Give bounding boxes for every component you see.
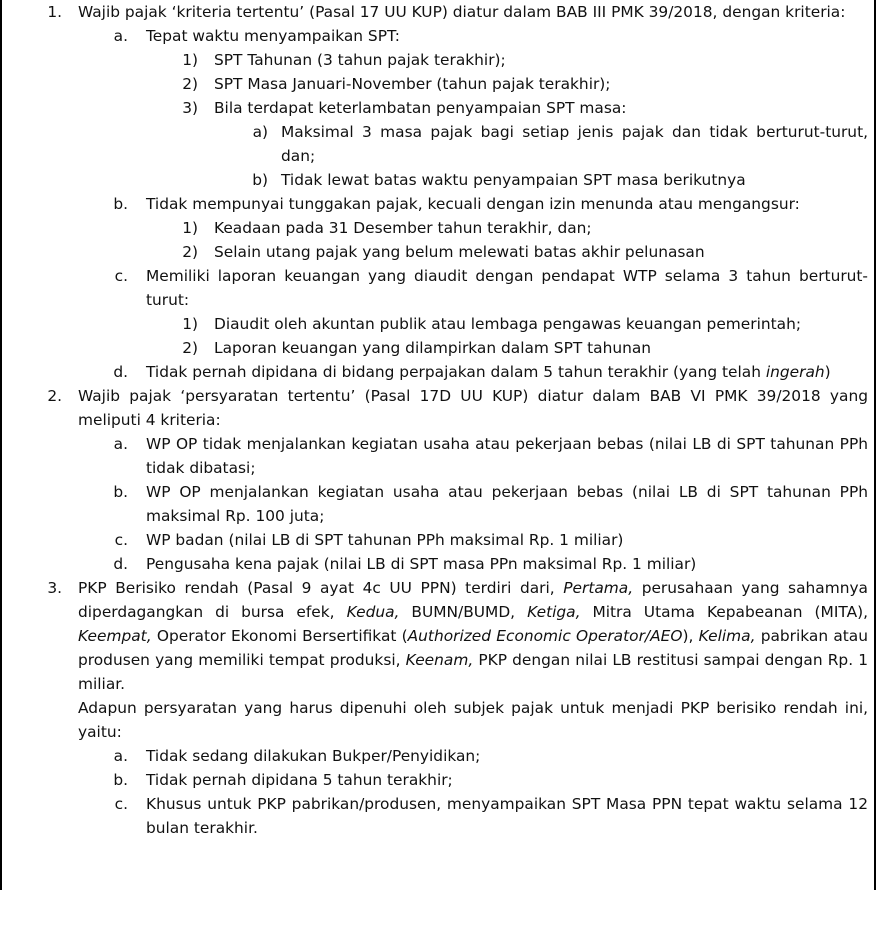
list-text: Maksimal 3 masa pajak bagi setiap jenis pajak dan tidak berturut-turut, dan; [281,123,868,165]
list-item-2b [0,480,880,528]
list-item-1a3 [0,96,880,120]
list-text: WP badan (nilai LB di SPT tahunan PPh maksimal Rp. 1 miliar) [146,531,624,549]
list-text: Tepat waktu menyampaikan SPT: [146,27,400,45]
list-item-3a [0,744,880,768]
list-item-2d [0,552,880,576]
list-number: 2) [182,339,198,357]
list-number: 1) [182,315,198,333]
list-text: Wajib pajak ‘persyaratan tertentu’ (Pasal 17D UU KUP) diatur dalam BAB VI PMK 39/2018 yang meliputi 4 kriteria: [78,387,868,429]
list-item-1b1 [0,216,880,240]
list-item-3 [0,576,880,696]
list-item-1b2 [0,240,880,264]
italic-term: Authorized Economic Operator/AEO [407,627,683,645]
list-item-1d [0,360,880,384]
list-letter: a. [113,747,128,765]
list-item-2a [0,432,880,480]
list-text: WP OP tidak menjalankan kegiatan usaha atau pekerjaan bebas (nilai LB di SPT tahunan PPh tidak dibatasi; [146,435,868,477]
list-text: Pengusaha kena pajak (nilai LB di SPT masa PPn maksimal Rp. 1 miliar) [146,555,697,573]
list-letter: c. [114,795,128,813]
list-letter: a. [113,27,128,45]
list-text: SPT Tahunan (3 tahun pajak terakhir); [214,51,506,69]
list-item-1c [0,264,880,312]
list-text [146,360,868,384]
list-item-1 [0,0,880,24]
text-run: Tidak pernah dipidana di bidang perpajakan dalam 5 tahun terakhir (yang telah [146,363,766,381]
list-number: 2) [182,243,198,261]
list-letter: d. [113,555,128,573]
list-item-3c [0,792,880,840]
list-item-1c2 [0,336,880,360]
list-number: 3. [47,579,62,597]
list-text: Memiliki laporan keuangan yang diaudit dengan pendapat WTP selama 3 tahun berturut-turut: [146,267,868,309]
list-text: Tidak pernah dipidana 5 tahun terakhir; [146,771,453,789]
italic-term: Pertama, [563,579,634,597]
list-item-1a [0,24,880,48]
text-run: ), [682,627,699,645]
list-letter: b. [113,771,128,789]
list-letter: d. [113,363,128,381]
list-number: 1) [182,51,198,69]
list-letter: b) [252,171,268,189]
list-text: Khusus untuk PKP pabrikan/produsen, menyampaikan SPT Masa PPN tepat waktu selama 12 bulan terakhir. [146,795,868,837]
list-text: Tidak mempunyai tunggakan pajak, kecuali dengan izin menunda atau mengangsur: [146,195,800,213]
list-number: 1. [47,3,62,21]
paragraph-requirements: Adapun persyaratan yang harus dipenuhi oleh subjek pajak untuk menjadi PKP berisiko rendah ini, yaitu: [78,699,868,741]
list-item-1a2 [0,72,880,96]
list-item-2c [0,528,880,552]
list-item-2 [0,384,880,432]
list-text: WP OP menjalankan kegiatan usaha atau pekerjaan bebas (nilai LB di SPT tahunan PPh maksimal Rp. 100 juta; [146,483,868,525]
text-run: Operator Ekonomi Bersertifikat ( [151,627,408,645]
list-item-3b [0,768,880,792]
list-letter: b. [113,483,128,501]
text-run: pabrikan atau produsen yang memiliki tempat produksi, [78,627,868,669]
text-run: BUMN/BUMD, [399,603,528,621]
italic-term: Keempat, [78,627,152,645]
list-item-1a3b [0,168,880,192]
italic-term: Kelima, [698,627,756,645]
list-letter: c. [114,531,128,549]
italic-term: ingerah [765,363,825,381]
italic-term: Keenam, [405,651,474,669]
list-number: 1) [182,219,198,237]
list-item-1a3a [0,120,880,168]
list-text: Tidak lewat batas waktu penyampaian SPT masa berikutnya [281,171,746,189]
list-text: Wajib pajak ‘kriteria tertentu’ (Pasal 17 UU KUP) diatur dalam BAB III PMK 39/2018, dengan kriteria: [78,3,846,21]
list-letter: c. [114,267,128,285]
list-text: SPT Masa Januari-November (tahun pajak terakhir); [214,75,611,93]
text-run: PKP dengan nilai LB restitusi sampai dengan Rp. 1 miliar. [78,651,869,693]
text-run: PKP Berisiko rendah (Pasal 9 ayat 4c UU PPN) terdiri dari, [78,579,564,597]
italic-term: Kedua, [346,603,400,621]
text-run: perusahaan yang sahamnya diperdagangkan di bursa efek, [78,579,868,621]
list-text: Tidak sedang dilakukan Bukper/Penyidikan; [146,747,481,765]
list-letter: a. [113,435,128,453]
text-run: Mitra Utama Kepabeanan (MITA), [580,603,868,621]
italic-term: Ketiga, [527,603,581,621]
list-text: Diaudit oleh akuntan publik atau lembaga pengawas keuangan pemerintah; [214,315,802,333]
list-text: Bila terdapat keterlambatan penyampaian SPT masa: [214,99,627,117]
list-item-1b [0,192,880,216]
list-item-1c1 [0,312,880,336]
list-letter: a) [252,123,268,141]
list-item-1a1 [0,48,880,72]
list-number: 2) [182,75,198,93]
list-text [78,576,868,696]
list-letter: b. [113,195,128,213]
list-text: Keadaan pada 31 Desember tahun terakhir, dan; [214,219,592,237]
text-run: ) [824,363,831,381]
list-number: 2. [47,387,62,405]
list-text: Laporan keuangan yang dilampirkan dalam SPT tahunan [214,339,652,357]
list-number: 3) [182,99,198,117]
list-text: Selain utang pajak yang belum melewati batas akhir pelunasan [214,243,705,261]
